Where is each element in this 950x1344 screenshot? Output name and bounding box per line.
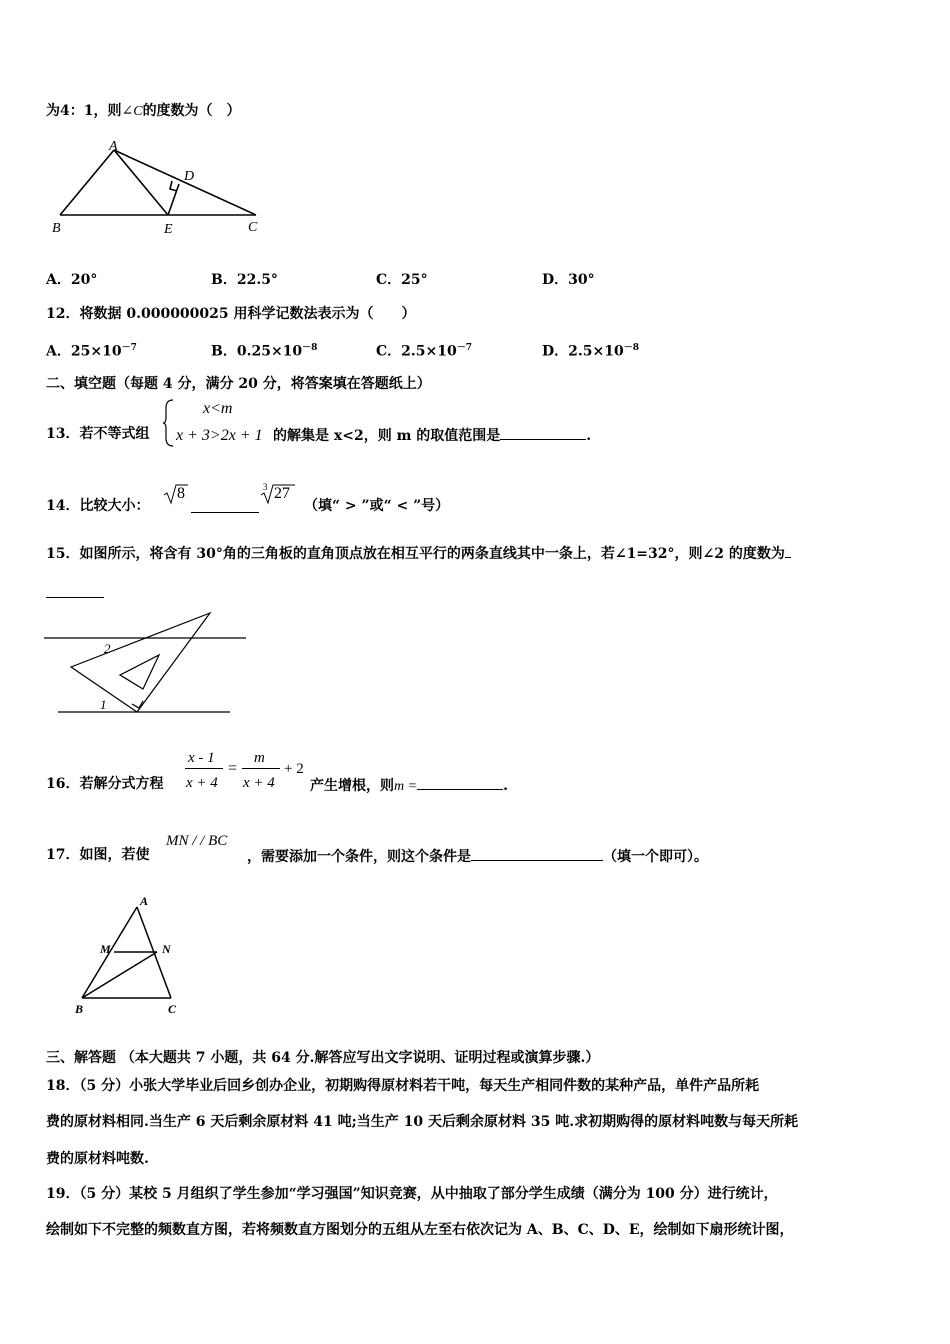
q11-line-AE xyxy=(114,150,168,215)
q17-label-B: B xyxy=(75,1002,84,1016)
q17-line-BN xyxy=(82,952,157,998)
q13-inequality-2: x + 3>2x + 1 xyxy=(176,427,263,444)
q17-suffix: ，需要添加一个条件，则这个条件是 xyxy=(247,849,471,865)
q11-option-b: B．22.5° xyxy=(211,272,278,288)
q11-label-D: D xyxy=(184,169,195,184)
q13-answer-blank xyxy=(500,425,586,440)
q13-inequality-1: x<m xyxy=(203,400,233,417)
q11-stem-end: 的度数为（ ） xyxy=(142,103,241,119)
q13-end: . xyxy=(586,428,592,444)
q12-b-letter: B． xyxy=(211,343,237,360)
q17-label-N: N xyxy=(162,942,171,956)
q15-triangle-outer xyxy=(71,613,210,712)
section2-title: 二、填空题（每题 4 分，满分 20 分，将答案填在答题纸上） xyxy=(46,376,431,392)
q16-suffix: 产生增根，则 xyxy=(310,778,394,794)
q11-stem-tail: 为4：1，则 xyxy=(46,103,122,119)
q12-c-exp: －7 xyxy=(456,343,472,353)
q13-suffix-line xyxy=(273,425,591,445)
q11-label-C: C xyxy=(248,220,258,235)
q16-numerator-2: m xyxy=(254,750,265,766)
q12-b-base: 0.25×10 xyxy=(236,343,303,360)
q12-option-d xyxy=(542,339,639,361)
q16-prefix: 16．若解分式方程 xyxy=(46,776,164,792)
q12-option-c xyxy=(376,339,472,361)
q14-answer-blank xyxy=(191,498,259,513)
q11-label-B: B xyxy=(52,221,61,236)
q18-line-1: 18．（5 分）小张大学毕业后回乡创办企业，初期购得原材料若干吨，每天生产相同件数的某种产品，单件产品所耗 xyxy=(46,1078,760,1094)
q14-cbrt-value: 27 xyxy=(274,485,290,502)
section3-title: 三、解答题 （本大题共 7 小题，共 64 分.解答应写出文字说明、证明过程或演算步骤.） xyxy=(46,1050,600,1066)
q11-label-E: E xyxy=(164,222,173,237)
q11-right-angle-mark xyxy=(170,181,177,191)
q12-d-exp: －8 xyxy=(623,343,639,353)
q17-formula: MN / / BC xyxy=(166,833,228,849)
q14-hint: （填“ > ”或“ < ”号） xyxy=(304,498,450,514)
q15-angle-label-1: 1 xyxy=(100,697,107,712)
q12-stem: 12．将数据 0.000000025 用科学记数法表示为（ ） xyxy=(46,306,416,322)
q15-blank-start xyxy=(785,543,791,558)
q15-stem xyxy=(46,543,791,563)
q11-label-A: A xyxy=(109,140,118,154)
q17-label-C: C xyxy=(168,1002,177,1016)
q12-a-letter: A． xyxy=(46,343,71,360)
q12-a-exp: －7 xyxy=(121,343,137,353)
q16-suffix-line xyxy=(310,775,508,796)
q14-cbrt-index: 3 xyxy=(263,482,268,492)
q17-answer-blank xyxy=(471,846,603,861)
q16-denominator-2: x + 4 xyxy=(243,775,275,791)
q13-suffix: 的解集是 x<2，则 m 的取值范围是 xyxy=(273,428,501,444)
q12-option-b xyxy=(211,339,317,361)
q12-c-letter: C． xyxy=(376,343,402,360)
q12-option-a xyxy=(46,339,137,361)
q17-label-A: A xyxy=(140,894,149,908)
q12-a-base: 25×10 xyxy=(70,343,122,360)
q16-fraction-bar-2 xyxy=(242,768,280,769)
q19-line-1: 19．（5 分）某校 5 月组织了学生参加“学习强国”知识竞赛，从中抽取了部分学生成绩（满分为 100 分）进行统计， xyxy=(46,1186,778,1202)
q17-triangle-figure xyxy=(70,890,190,1020)
q16-end: . xyxy=(503,778,508,794)
q18-line-2: 费的原材料相同.当生产 6 天后剩余原材料 41 吨;当生产 10 天后剩余原材料 35 吨.求初期购得的原材料吨数与每天所耗 xyxy=(46,1114,799,1130)
q17-suffix-line xyxy=(247,846,708,866)
q16-equals: = xyxy=(228,760,238,777)
q11-option-a: A．20° xyxy=(46,272,98,288)
q16-fraction-bar-1 xyxy=(185,768,223,769)
q12-d-letter: D． xyxy=(542,343,569,360)
q16-plus-two: + 2 xyxy=(284,761,304,777)
q19-line-2: 绘制如下不完整的频数直方图，若将频数直方图划分的五组从左至右依次记为 A、B、C、D、E，绘制如下扇形统计图， xyxy=(46,1222,794,1238)
q15-triangle-inner xyxy=(120,655,159,689)
q18-line-3: 费的原材料吨数. xyxy=(46,1151,149,1167)
q14-sqrt-sign xyxy=(163,482,189,506)
q14-prefix: 14．比较大小： xyxy=(46,498,150,514)
q16-numerator-1: x - 1 xyxy=(188,750,215,766)
q12-b-exp: －8 xyxy=(302,343,318,353)
q17-label-M: M xyxy=(100,942,111,956)
q12-c-base: 2.5×10 xyxy=(401,343,457,360)
q15-text: 15．如图所示，将含有 30°角的三角板的直角顶点放在相互平行的两条直线其中一条上，若∠1=32°，则∠2 的度数为 xyxy=(46,546,785,562)
q15-angle-label-2: 2 xyxy=(104,641,111,656)
q14-sqrt-value: 8 xyxy=(177,485,185,502)
q11-option-d: D．30° xyxy=(542,272,595,288)
q11-angle-label: ∠C xyxy=(121,104,143,119)
q16-answer-blank xyxy=(417,775,503,790)
q15-figure xyxy=(44,605,250,720)
q11-stem xyxy=(46,102,241,121)
q15-answer-blank xyxy=(46,583,104,598)
q13-prefix: 13．若不等式组 xyxy=(46,426,150,442)
q17-prefix: 17．如图，若使 xyxy=(46,847,150,863)
q11-triangle-figure xyxy=(44,140,274,240)
q11-line-AB xyxy=(60,150,114,215)
q17-end: （填一个即可）。 xyxy=(603,849,708,865)
q13-brace xyxy=(162,398,176,448)
q12-d-base: 2.5×10 xyxy=(568,343,624,360)
q11-option-c: C．25° xyxy=(376,272,428,288)
q16-denominator-1: x + 4 xyxy=(186,775,218,791)
q16-m-equals: m = xyxy=(394,779,418,794)
